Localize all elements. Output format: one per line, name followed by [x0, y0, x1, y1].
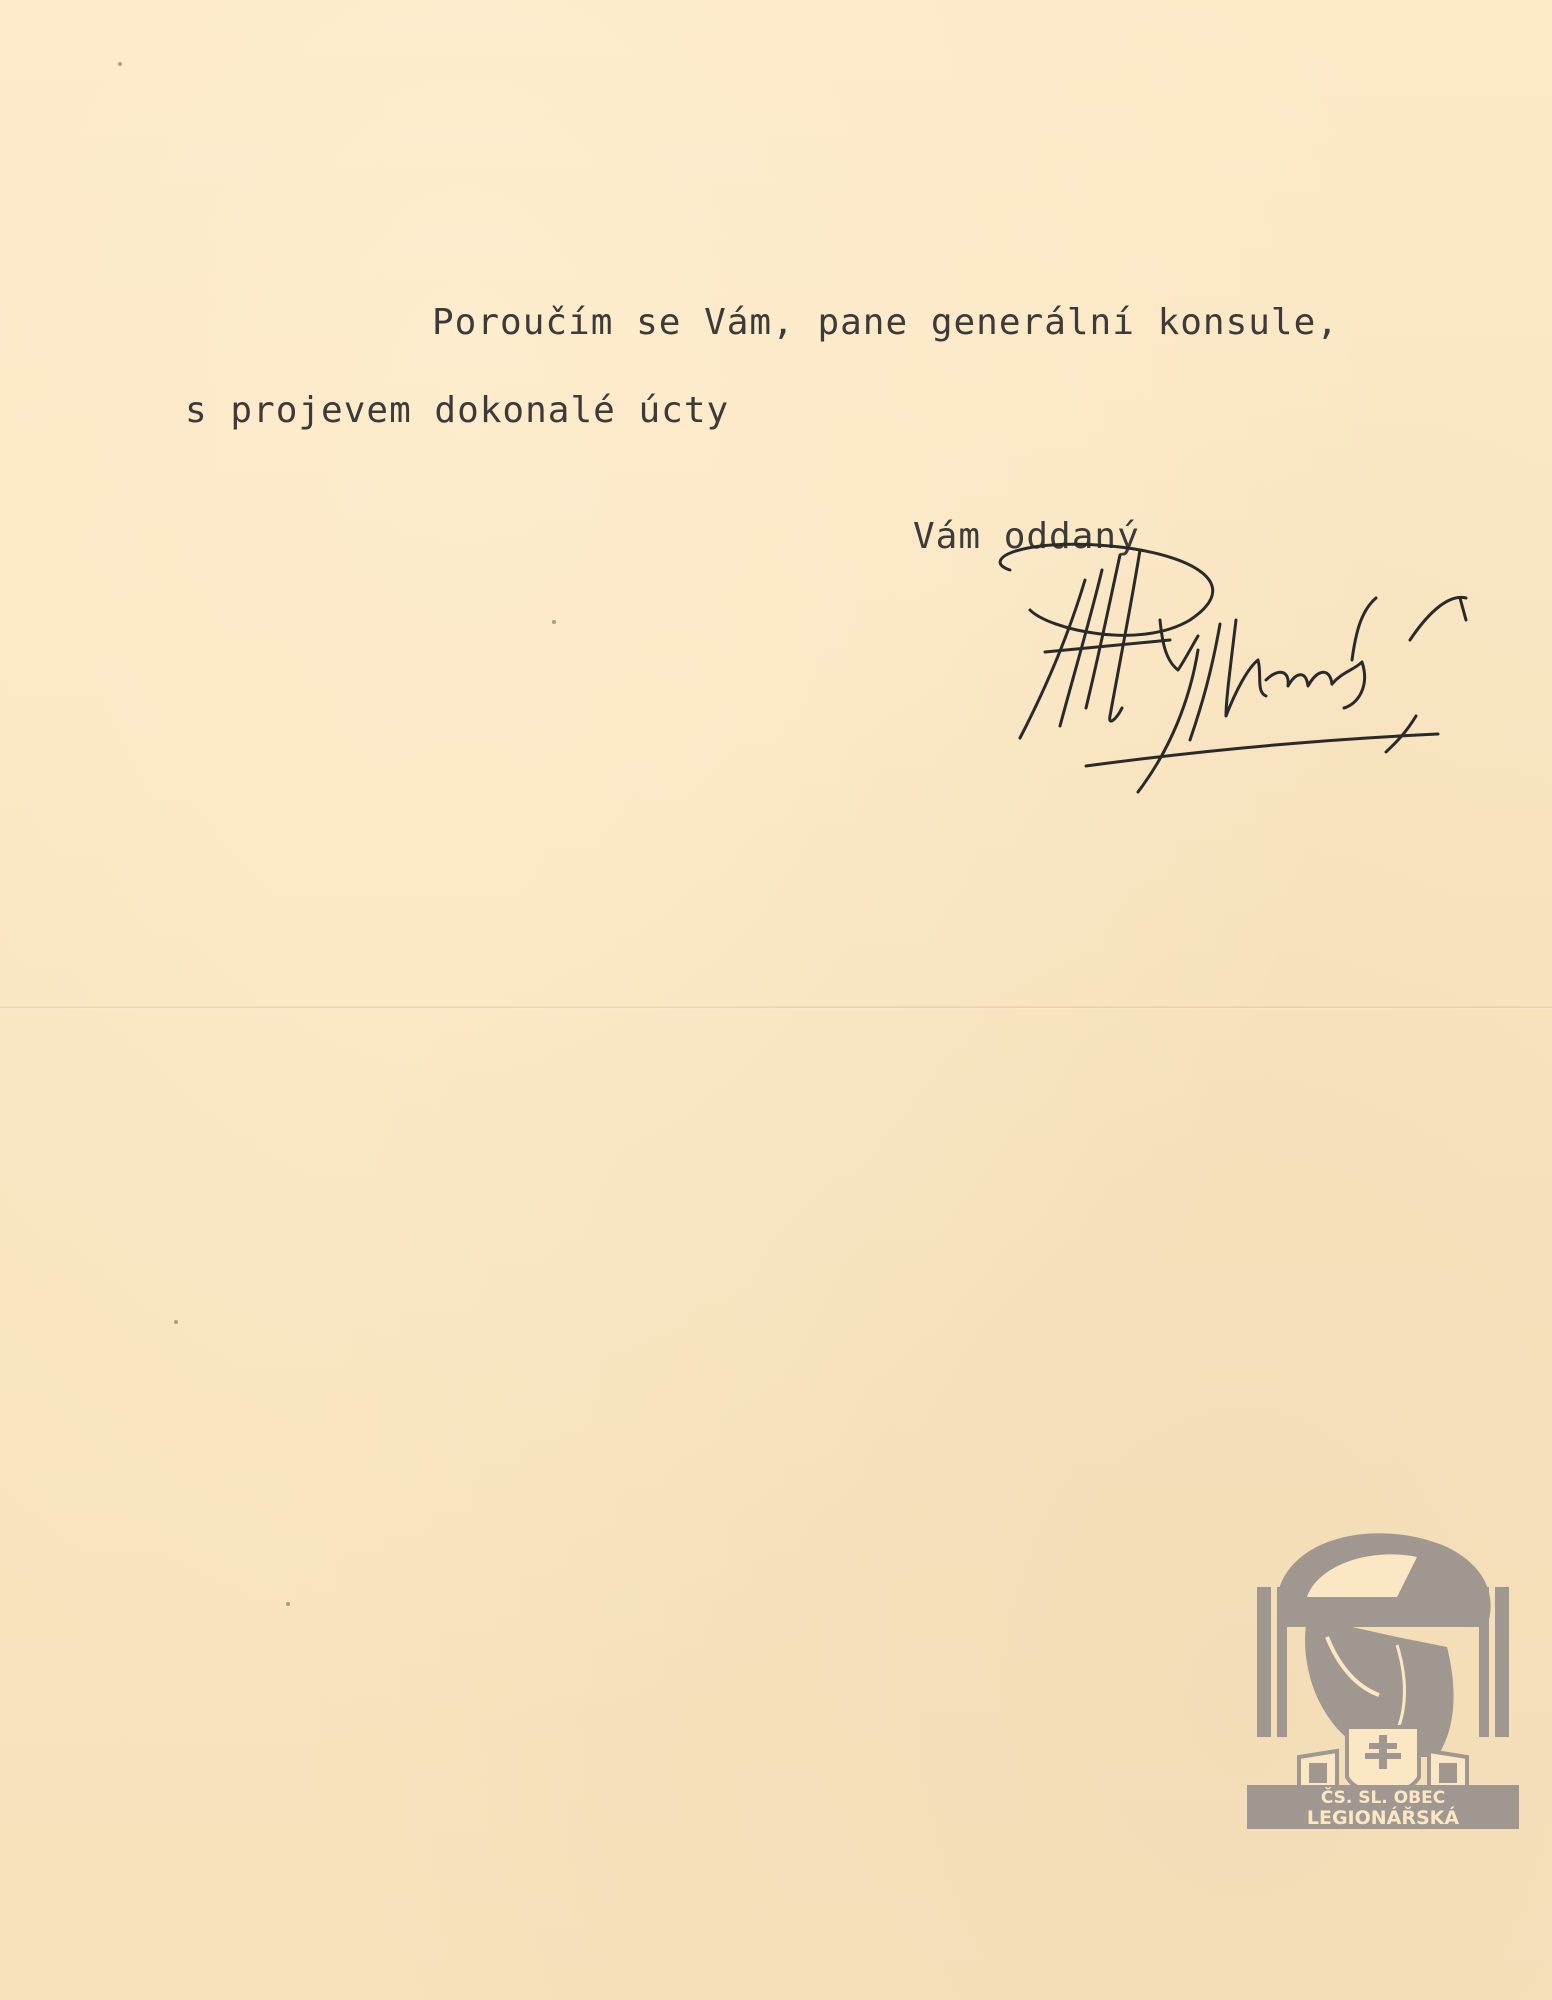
- handwritten-signature: [990, 540, 1490, 810]
- paper-fold-line: [0, 1006, 1552, 1010]
- emblem-text-line-1: ČS. SL. OBEC: [1320, 1788, 1446, 1808]
- legion-emblem-logo: [1247, 1527, 1519, 1829]
- paper-speck: [286, 1602, 290, 1606]
- emblem-text-line-2: LEGIONÁŘSKÁ: [1306, 1807, 1460, 1829]
- paper-speck: [174, 1320, 178, 1324]
- closing-line: Vám oddaný: [913, 516, 1140, 557]
- body-line-2: s projevem dokonalé úcty: [185, 390, 730, 431]
- paper-speck: [118, 62, 122, 66]
- paper-speck: [552, 620, 556, 624]
- body-line-1: Poroučím se Vám, pane generální konsule,: [432, 302, 1339, 343]
